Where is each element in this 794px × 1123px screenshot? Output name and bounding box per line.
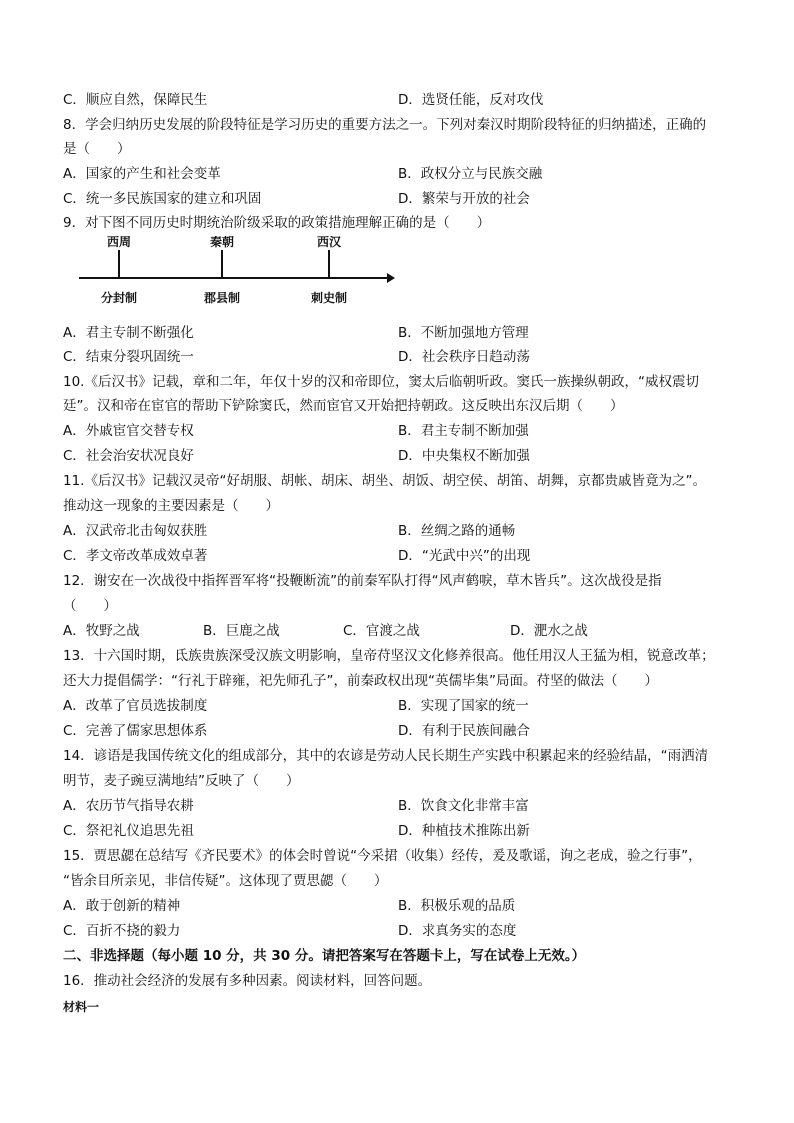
q11-option-a[interactable]: A．汉武帝北击匈奴获胜 <box>63 523 208 539</box>
timeline-period-2: 秦朝 <box>209 236 235 249</box>
q16-stem: 16．推动社会经济的发展有多种因素。阅读材料，回答问题。 <box>63 973 432 989</box>
q9-option-d[interactable]: D．社会秩序日趋动荡 <box>398 349 530 365</box>
q12-stem-cont: （ ） <box>63 598 117 614</box>
q13-option-c[interactable]: C．完善了儒家思想体系 <box>63 723 208 739</box>
q12-option-b[interactable]: B．巨鹿之战 <box>203 623 280 639</box>
timeline-policy-1: 分封制 <box>100 291 138 305</box>
q15-option-b[interactable]: B．积极乐观的品质 <box>398 898 516 914</box>
q8-stem: 8．学会归纳历史发展的阶段特征是学习历史的重要方法之一。下列对秦汉时期阶段特征的归纳描述，正确的 <box>63 117 707 133</box>
q11-option-c[interactable]: C．孝文帝改革成效卓著 <box>63 548 208 564</box>
timeline-period-3: 西汉 <box>316 236 342 249</box>
q11-stem: 11.《后汉书》记载汉灵帝“好胡服、胡帐、胡床、胡坐、胡饭、胡空侯、胡笛、胡舞，京都贵戚皆竟为之”。 <box>63 473 706 489</box>
q7-option-d[interactable]: D．选贤任能，反对攻伐 <box>398 92 544 108</box>
q13-stem: 13．十六国时期，氐族贵族深受汉族文明影响，皇帝苻坚汉文化修养很高。他任用汉人王猛为相，锐意改革； <box>63 648 715 664</box>
q14-option-c[interactable]: C．祭祀礼仪追思先祖 <box>63 823 194 839</box>
q8-option-d[interactable]: D．繁荣与开放的社会 <box>398 191 530 207</box>
q10-option-b[interactable]: B．君主专制不断加强 <box>398 423 529 439</box>
q10-stem: 10.《后汉书》记载，章和二年，年仅十岁的汉和帝即位，窦太后临朝听政。窦氏一族操纵朝政，“威权震切 <box>63 374 699 390</box>
q10-stem-cont: 廷”。汉和帝在宦官的帮助下铲除窦氏，然而宦官又开始把持朝政。这反映出东汉后期（ ） <box>63 398 624 414</box>
timeline-policy-3: 刺史制 <box>310 291 348 305</box>
q9-option-a[interactable]: A．君主专制不断强化 <box>63 325 194 341</box>
q8-option-b[interactable]: B．政权分立与民族交融 <box>398 166 543 182</box>
q14-stem: 14．谚语是我国传统文化的组成部分，其中的农谚是劳动人民长期生产实践中积累起来的经验结晶，“雨洒清 <box>63 748 709 764</box>
q9-option-b[interactable]: B．不断加强地方管理 <box>398 325 529 341</box>
q10-option-c[interactable]: C．社会治安状况良好 <box>63 448 194 464</box>
q14-option-a[interactable]: A．农历节气指导农耕 <box>63 798 194 814</box>
q12-option-a[interactable]: A．牧野之战 <box>63 623 140 639</box>
q13-option-a[interactable]: A．改革了官员选拔制度 <box>63 698 208 714</box>
q13-option-d[interactable]: D．有利于民族间融合 <box>398 723 530 739</box>
q12-stem: 12．谢安在一次战役中指挥晋军将“投鞭断流”的前秦军队打得“风声鹤唳，草木皆兵”。这次战役是指 <box>63 573 662 589</box>
q10-option-a[interactable]: A．外戚宦官交替专权 <box>63 423 194 439</box>
q15-option-d[interactable]: D．求真务实的态度 <box>398 923 517 939</box>
timeline-period-1: 西周 <box>106 236 132 249</box>
q14-stem-cont: 明节，麦子豌豆满地结”反映了（ ） <box>63 773 300 789</box>
q16-material-label: 材料一 <box>63 1000 100 1014</box>
q15-option-a[interactable]: A．敢于创新的精神 <box>63 898 181 914</box>
q12-option-c[interactable]: C．官渡之战 <box>343 623 420 639</box>
q15-stem-cont: “皆余目所亲见，非信传疑”。这体现了贾思勰（ ） <box>63 873 388 889</box>
q13-option-b[interactable]: B．实现了国家的统一 <box>398 698 529 714</box>
q8-stem-cont: 是（ ） <box>63 141 131 157</box>
q7-option-c[interactable]: C．顺应自然，保障民生 <box>63 92 208 108</box>
q10-option-d[interactable]: D．中央集权不断加强 <box>398 448 530 464</box>
q9-option-c[interactable]: C．结束分裂巩固统一 <box>63 349 194 365</box>
q12-option-d[interactable]: D．淝水之战 <box>510 623 588 639</box>
q9-stem: 9．对下图不同历史时期统治阶级采取的政策措施理解正确的是（ ） <box>63 215 491 231</box>
q11-option-b[interactable]: B．丝绸之路的通畅 <box>398 523 516 539</box>
q14-option-b[interactable]: B．饮食文化非常丰富 <box>398 798 529 814</box>
q14-option-d[interactable]: D．种植技术推陈出新 <box>398 823 530 839</box>
timeline-policy-2: 郡县制 <box>203 291 241 305</box>
q8-option-c[interactable]: C．统一多民族国家的建立和巩固 <box>63 191 262 207</box>
timeline-arrowhead <box>387 273 395 283</box>
q8-option-a[interactable]: A．国家的产生和社会变革 <box>63 166 221 182</box>
section-heading-nonchoice: 二、非选择题（每小题 10 分，共 30 分。请把答案写在答题卡上，写在试卷上无效。） <box>63 948 586 964</box>
q9-timeline-figure <box>77 236 397 308</box>
q15-stem: 15．贾思勰在总结写《齐民要术》的体会时曾说“今采捃（收集）经传，爰及歌谣，询之老成，验之行事”， <box>63 848 702 864</box>
q13-stem-cont: 还大力提倡儒学：“行礼于辟雍，祀先师孔子”，前秦政权出现“英儒毕集”局面。苻坚的做法（ ） <box>63 673 658 689</box>
q11-option-d[interactable]: D．“光武中兴”的出现 <box>398 548 531 564</box>
q15-option-c[interactable]: C．百折不挠的毅力 <box>63 923 181 939</box>
q11-stem-cont: 推动这一现象的主要因素是（ ） <box>63 498 279 514</box>
